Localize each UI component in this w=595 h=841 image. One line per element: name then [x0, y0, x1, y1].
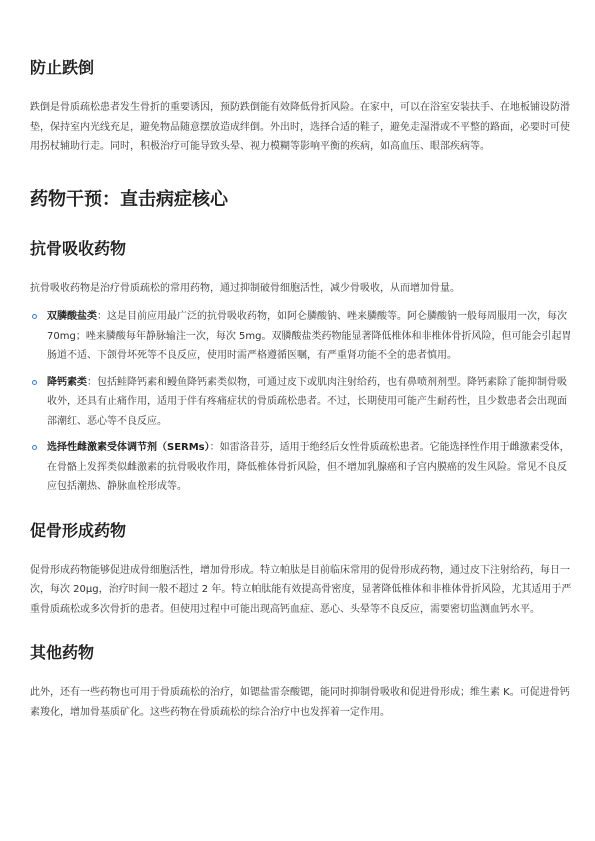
document-page: [30, 56, 575, 722]
list-item-text: ：包括鲑降钙素和鳗鱼降钙素类似物，可通过皮下或肌肉注射给药，也有鼻喷剂剂型。降钙素除了能抑制骨吸收外，还具有止痛作用，适用于伴有疼痛症状的骨质疏松患者。不过，长期使用可能产生耐药性，且少数患者会出现面部潮红、恶心等不良反应。: [47, 376, 567, 427]
fall-prevention-heading: 防止跌倒: [30, 58, 95, 77]
anti-resorptive-list: [30, 307, 575, 497]
list-item-text: ：如雷洛昔芬，适用于绝经后女性骨质疏松患者。它能选择性作用于雌激素受体，在骨骼上发挥类似雌激素的抗骨吸收作用，降低椎体骨折风险，但不增加乳腺癌和子宫内膜癌的发生风险。常见不良反应包括潮热、静脉血栓形成等。: [47, 442, 570, 492]
drug-intervention-heading: 药物干预：直击病症核心: [30, 188, 228, 210]
fall-prevention-section: [30, 56, 575, 157]
other-drugs-paragraph: 此外，还有一些药物也可用于骨质疏松的治疗，如锶盐雷奈酸锶，能同时抑制骨吸收和促进骨形成；维生素 K。可促进骨钙素羧化，增加骨基质矿化。这些药物在骨质疏松的综合治疗中也发挥着一定作用。: [30, 687, 570, 718]
list-item-text: ：这是目前应用最广泛的抗骨吸收药物，如阿仑膦酸钠、唑来膦酸等。阿仑膦酸钠一般每周服用一次，每次 70mg；唑来膦酸每年静脉输注一次，每次 5mg。双膦酸盐类药物能显著降低椎体和非椎体骨折风险，但可能会引起胃肠道不适、下颌骨坏死等不良反应，使用时需严格遵循医嘱，有严重肾功能不全的患者慎用。: [47, 311, 572, 361]
bullet-icon: [32, 445, 37, 450]
drug-intervention-section: [30, 187, 575, 213]
fall-prevention-paragraph: 跌倒是骨质疏松患者发生骨折的重要诱因，预防跌倒能有效降低骨折风险。在家中，可以在浴室安装扶手、在地板铺设防滑垫，保持室内光线充足，避免物品随意摆放造成绊倒。外出时，选择合适的鞋子，避免走湿滑或不平整的路面，必要时可使用拐杖辅助行走。同时，积极治疗可能导致头晕、视力模糊等影响平衡的疾病，如高血压、眼部疾病等。: [30, 102, 570, 152]
bone-formation-section: [30, 519, 575, 620]
anti-resorptive-heading: 抗骨吸收药物: [30, 238, 127, 258]
other-drugs-section: [30, 641, 575, 722]
anti-resorptive-intro: 抗骨吸收药物是治疗骨质疏松的常用药物，通过抑制破骨细胞活性，减少骨吸收，从而增加骨量。: [30, 282, 460, 294]
list-item-bisphosphonates: [30, 307, 575, 366]
list-item-term: 降钙素类: [47, 376, 87, 388]
anti-resorptive-section: [30, 237, 575, 497]
list-item-term: 双膦酸盐类: [47, 311, 97, 322]
bone-formation-heading: 促骨形成药物: [30, 520, 127, 540]
bullet-icon: [32, 380, 37, 385]
list-item-serms: [30, 438, 575, 497]
other-drugs-heading: 其他药物: [30, 643, 95, 662]
bullet-icon: [32, 314, 37, 319]
bone-formation-paragraph: 促骨形成药物能够促进成骨细胞活性，增加骨形成。特立帕肽是目前临床常用的促骨形成药物，通过皮下注射给药，每日一次，每次 20μg，治疗时间一般不超过 2 年。特立帕肽能有效提高骨密度，显著降低椎体和非椎体骨折风险，尤其适用于严重骨质疏松或多次骨折的患者。但使用过程中可能出现高钙血症、恶心、头晕等不良反应，需要密切监测血钙水平。: [30, 564, 572, 615]
list-item-calcitonin: [30, 373, 575, 432]
list-item-term: 选择性雌激素受体调节剂（SERMs）: [47, 442, 210, 453]
